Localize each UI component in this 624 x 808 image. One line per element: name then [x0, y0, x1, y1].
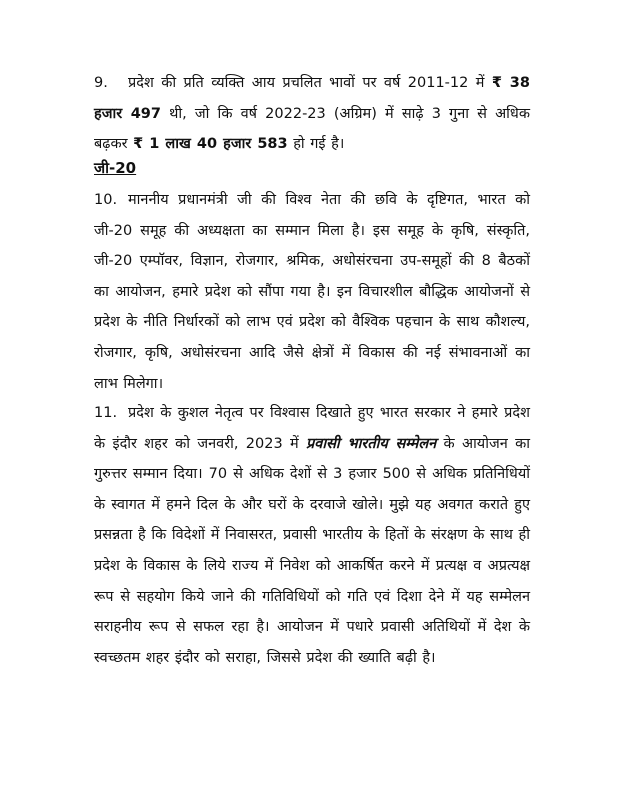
- section-heading-g20: जी-20: [94, 159, 137, 177]
- paragraph-text: के आयोजन का गुरुत्तर सम्मान दिया। 70 से अधिक देशों से 3 हजार 500 से अधिक प्रतिनिधियों के स्वागत में हमने दिल के और घरों के दरवाजे खोले। मुझे यह अवगत कराते हुए प्रसन्नता है कि विदेशों में निवासरत, प्रवासी भारतीय के हितों के संरक्षण के साथ ही प्रदेश के विकास के लिये राज्य में निवेश को आकर्षित करने में प्रत्यक्ष व अप्रत्यक्ष रूप से सहयोग किये जाने की गतिविधियों को गति एवं दिशा देने में यह सम्मेलन सराहनीय रूप से सफल रहा है। आयोजन में पधारे प्रवासी अतिथियों में देश के स्वच्छतम शहर इंदौर को सराहा, जिससे प्रदेश की ख्याति बढ़ी है।: [94, 435, 530, 666]
- paragraph-11: [94, 398, 530, 673]
- income-2011-12: ₹ 38 हजार 497: [94, 75, 530, 122]
- paragraph-9: [94, 68, 530, 160]
- pravasi-bharatiya-sammelan: प्रवासी भारतीय सम्मेलन: [306, 435, 437, 452]
- paragraph-text: माननीय प्रधानमंत्री जी की विश्व नेता की छवि के दृष्टिगत, भारत को जी-20 समूह की अध्यक्षता का सम्मान मिला है। इस समूह के कृषि, संस्कृति, जी-20 एम्पॉवर, विज्ञान, रोजगार, श्रमिक, अधोसंरचना उप-समूहों की 8 बैठकों का आयोजन, हमारे प्रदेश को सौंपा गया है। इन विचारशील बौद्धिक आयोजनों से प्रदेश के नीति निर्धारकों को लाभ एवं प्रदेश को वैश्विक पहचान के साथ कौशल्य, रोजगार, कृषि, अधोसंरचना आदि जैसे क्षेत्रों में विकास की नई संभावनाओं का लाभ मिलेगा।: [94, 192, 530, 392]
- paragraph-10: [94, 185, 530, 399]
- paragraph-number: 9.: [94, 75, 108, 91]
- paragraph-number: 11.: [94, 405, 118, 421]
- paragraph-text: हो गई है।: [287, 136, 345, 153]
- income-2022-23: ₹ 1 लाख 40 हजार 583: [133, 136, 288, 153]
- paragraph-text: प्रदेश की प्रति व्यक्ति आय प्रचलित भावों पर वर्ष 2011-12 में: [128, 75, 492, 91]
- paragraph-text: थी, जो कि वर्ष 2022-23 (अग्रिम) में साढ़े 3 गुना से अधिक बढ़कर: [94, 105, 530, 153]
- paragraph-number: 10.: [94, 192, 118, 208]
- paragraph-text: प्रदेश के कुशल नेतृत्व पर विश्वास दिखाते हुए भारत सरकार ने हमारे प्रदेश के इंदौर शहर को जनवरी, 2023 में: [94, 405, 530, 452]
